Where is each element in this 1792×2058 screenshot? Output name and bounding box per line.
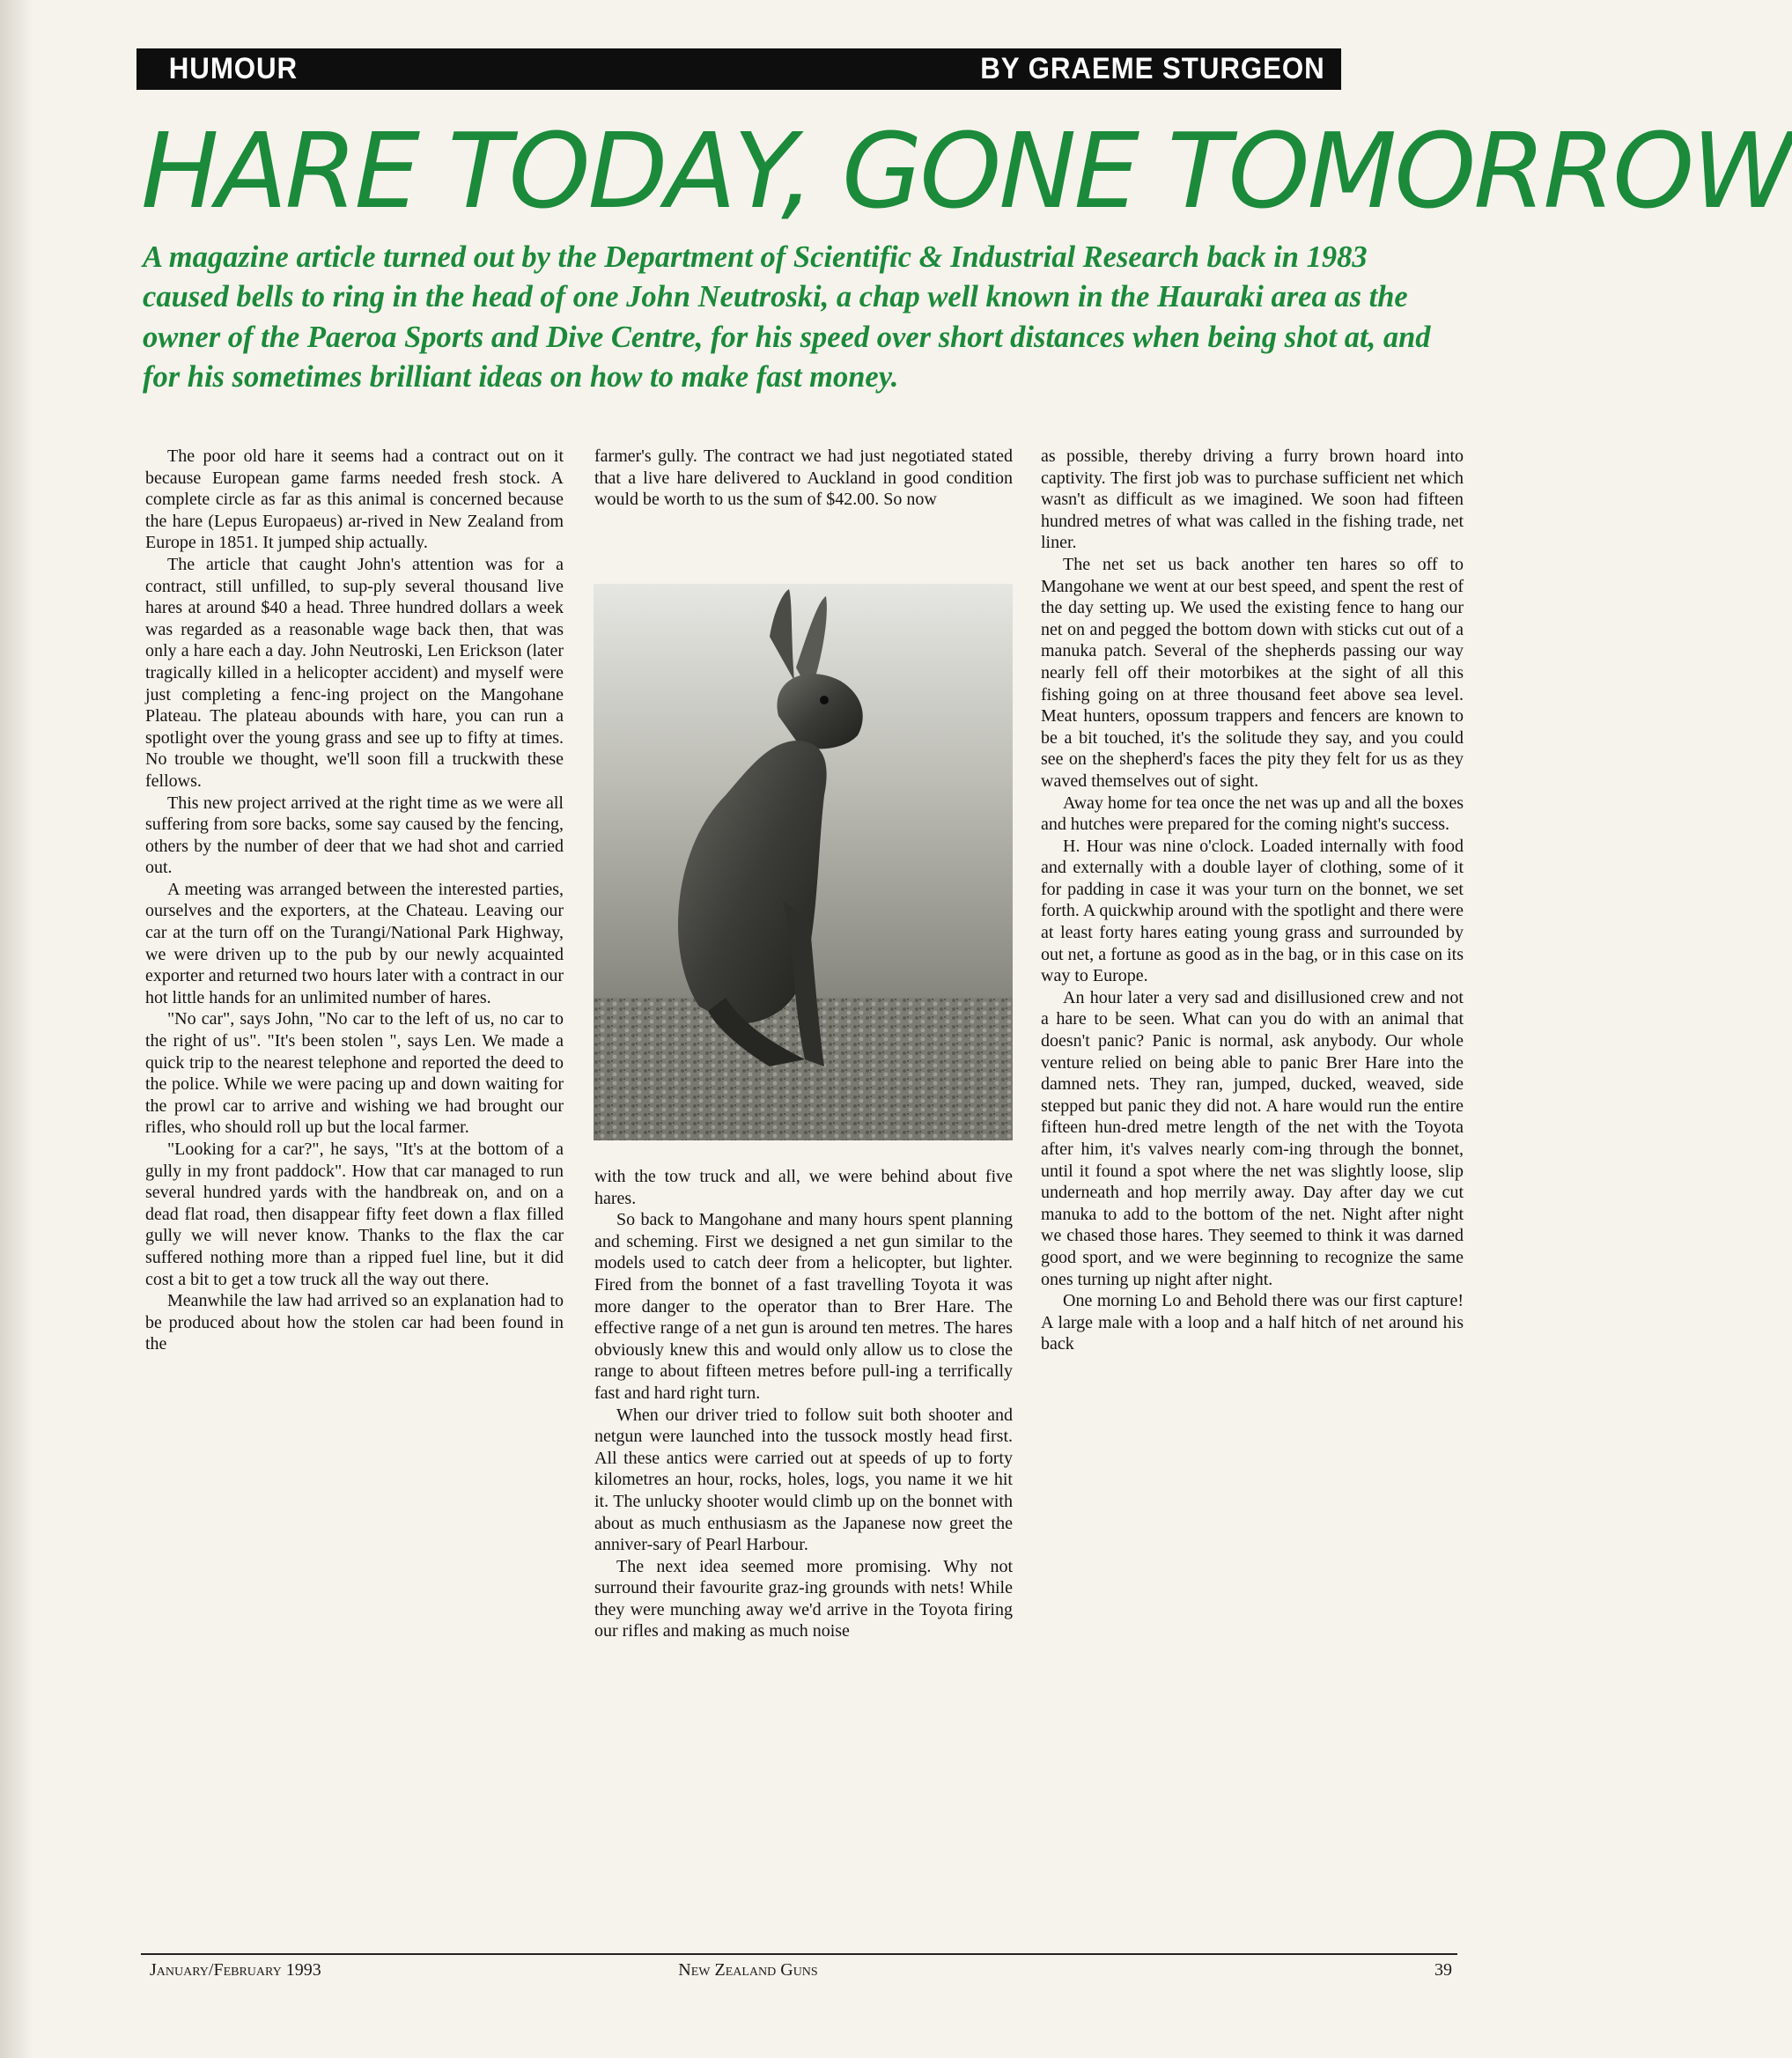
paragraph: with the tow truck and all, we were behind about five hares. — [594, 1167, 1013, 1208]
paragraph: H. Hour was nine o'clock. Loaded internally with food and externally with a double layer of clothing, some of it for padding in case it was your turn on the bonnet, we set forth. A quickwhip around with the spotlight and there were at least forty hares eating young grass and surrounded by out net, a fortune as good as in the bag, or in this case on its way to Europe. — [1041, 836, 1464, 986]
section-label: HUMOUR — [168, 52, 299, 85]
article-standfirst: A magazine article turned out by the Department of Scientific & Industrial Research back in 1983 caused bells to ring in the head of one John Neutroski, a chap well known in the Hauraki area as the owner of the Paeroa Sports and Dive Centre, for his speed over short distances when being shot at, and for his sometimes brilliant ideas on how to make fast money. — [143, 240, 1431, 395]
magazine-name: New Zealand Guns — [678, 1960, 818, 1980]
paragraph: The next idea seemed more promising. Why not surround their favourite graz-ing grounds with nets! While they were munching away we'd arrive in the Toyota firing our rifles and making as much noise — [594, 1556, 1013, 1641]
paragraph: "No car", says John, "No car to the left of us, no car to the right of us". "It's been stolen ", says Len. We made a quick trip to the nearest telephone and reported the deed to the police. While we were pacing up and down waiting for the prowl car to arrive and wishing we had brought our rifles, who should roll up but the local farmer. — [145, 1009, 564, 1138]
article-headline: HARE TODAY, GONE TOMORROW — [141, 110, 1792, 232]
issue-date: January/February 1993 — [150, 1960, 321, 1980]
footer-divider — [141, 1953, 1457, 1955]
paragraph: This new project arrived at the right time as we were all suffering from sore backs, some say caused by the fencing, others by the number of deer that we had shot and carried out. — [145, 793, 564, 878]
paragraph: Meanwhile the law had arrived so an explanation had to be produced about how the stolen car had been found in the — [145, 1291, 564, 1354]
hare-photo — [594, 584, 1013, 1140]
paragraph: farmer's gully. The contract we had just negotiated stated that a live hare delivered to Auckland in good condition would be worth to us the sum of $42.00. So now — [594, 446, 1013, 510]
byline: BY GRAEME STURGEON — [980, 52, 1325, 85]
paragraph: The article that caught John's attention was for a contract, still unfilled, to sup-ply several thousand live hares at around $40 a head. Three hundred dollars a week was regarded as a reasonable wage back then, that was only a hare each a day. John Neutroski, Len Erickson (later tragically killed in a helicopter accident) and myself were just completing a fenc-ing project on the Mangohane Plateau. The plateau abounds with hare, you can run a spotlight over the young grass and see up to fifty at times. No trouble we thought, we'll soon fill a truckwith these fellows. — [145, 554, 564, 791]
paragraph: Away home for tea once the net was up and all the boxes and hutches were prepared for the coming night's success. — [1041, 793, 1464, 835]
page-number: 39 — [1434, 1960, 1452, 1980]
paragraph: One morning Lo and Behold there was our first capture! A large male with a loop and a half hitch of net around his back — [1041, 1291, 1464, 1354]
paragraph: The poor old hare it seems had a contract out on it because European game farms needed fresh stock. A complete circle as far as this animal is concerned because the hare (Lepus Europaeus) ar-rived in New Zealand from Europe in 1851. It jumped ship actually. — [145, 446, 564, 553]
paragraph: When our driver tried to follow suit both shooter and netgun were launched into the tussock mostly head first. All these antics were carried out at speeds of up to forty kilometres an hour, rocks, holes, logs, you name it we hit it. The unlucky shooter would climb up on the bonnet with about as much enthusiasm as the Japanese now greet the anniver-sary of Pearl Harbour. — [594, 1405, 1013, 1555]
article-column-3 — [1041, 446, 1464, 1915]
paragraph: "Looking for a car?", he says, "It's at the bottom of a gully in my front paddock". How that car managed to run several hundred yards with the handbreak on, and on a dead flat road, then disappear fifty feet down a flax filled gully we will never know. Thanks to the flax the car suffered nothing more than a ripped fuel line, but it did cost a bit to get a tow truck all the way out there. — [145, 1140, 564, 1289]
section-header-bar — [136, 48, 1341, 90]
paragraph: An hour later a very sad and disillusioned crew and not a hare to be seen. What can you do with an animal that doesn't panic? Panic is normal, ask anybody. Our whole venture relied on being able to panic Brer Hare into the damned nets. They ran, jumped, ducked, weaved, side stepped but panic they did not. A hare would run the entire fifteen hun-dred metre length of the net with the Toyota after him, it's valves nearly com-ing through the bonnet, until it found a spot where the net was slightly loose, slip underneath and hop merrily away. Day after day we cut manuka to add to the bottom of the net. Night after night we chased those hares. They seemed to think it was darned good sport, and we were beginning to recognize the same ones turning up night after night. — [1041, 987, 1464, 1289]
paragraph: as possible, thereby driving a furry brown hoard into captivity. The first job was to purchase sufficient net which wasn't as difficult as we imagined. We soon had fifteen hundred metres of what was called in the fishing trade, net liner. — [1041, 446, 1464, 553]
article-column-1 — [145, 446, 564, 1915]
paragraph: The net set us back another ten hares so off to Mangohane we went at our best speed, and spent the rest of the day setting up. We used the existing fence to hang our net on and pegged the bottom down with sticks cut out of a manuka patch. Several of the shepherds passing our way nearly fell off their motorbikes at the sight of all this fishing going on at three thousand feet above sea level. Meat hunters, opossum trappers and fencers are known to be a bit touched, it's the solitude they say, and you could see on the shepherd's faces the pity they felt for us as they waved themselves out of sight. — [1041, 554, 1464, 791]
column-2-continued — [594, 1166, 1013, 1642]
paragraph: A meeting was arranged between the interested parties, ourselves and the exporters, at the Chateau. Leaving our car at the turn off on the Turangi/National Park Highway, we were driven up to the pub by our newly acquainted exporter and returned two hours later with a contract in our hot little hands for an unlimited number of hares. — [145, 879, 564, 1007]
paragraph: So back to Mangohane and many hours spent planning and scheming. First we designed a net gun similar to the models used to catch deer from a helicopter, but lighter. Fired from the bonnet of a fast travelling Toyota it was more danger to the operator than to Brer Hare. The effective range of a net gun is around ten metres. The hares obviously knew this and would only allow us to close the range to about fifteen metres before pull-ing a terrifically fast and hard right turn. — [594, 1210, 1013, 1403]
page-binding-edge — [0, 0, 33, 2058]
